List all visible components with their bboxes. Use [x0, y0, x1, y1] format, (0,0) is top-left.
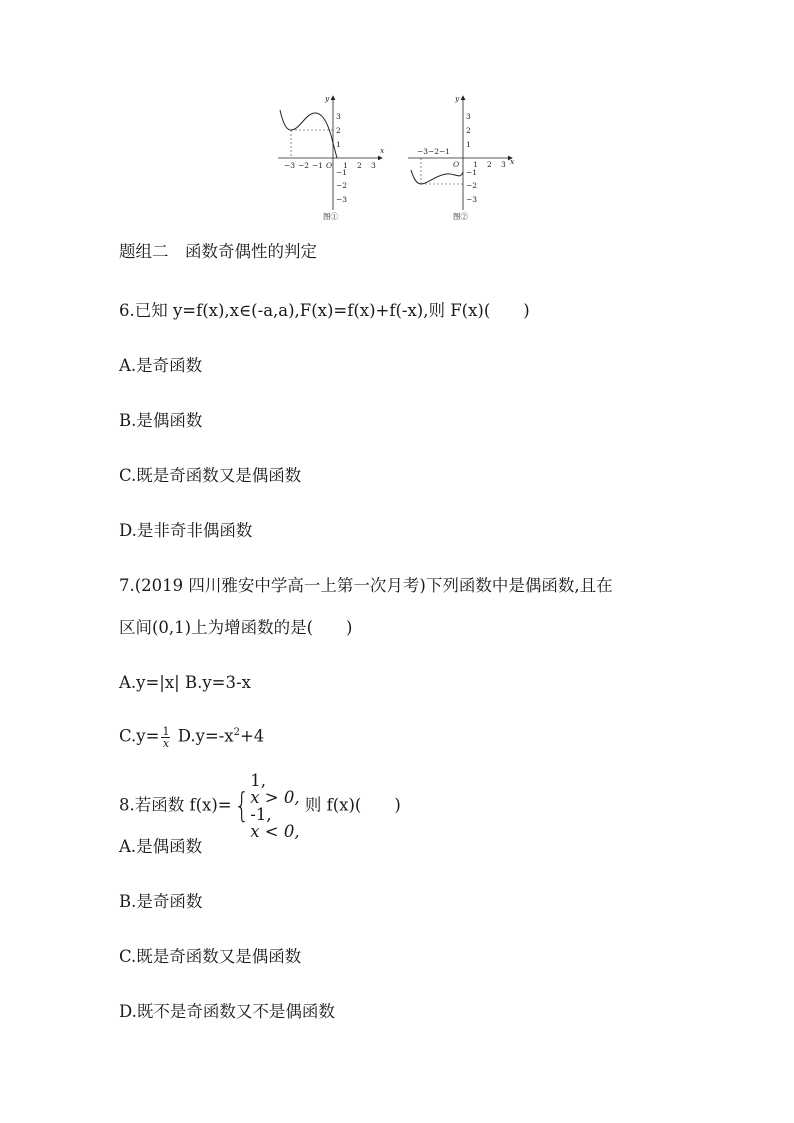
- q6-option-c: C.既是奇函数又是偶函数: [119, 466, 302, 485]
- fig2-x-label: x: [510, 157, 515, 166]
- fig2-xtick-neg3: −3: [417, 147, 429, 156]
- piecewise-case-2: [250, 806, 299, 840]
- q7-options-ab: A.y=|x| B.y=3-x: [119, 673, 251, 692]
- function-graphs: [270, 88, 530, 228]
- q7-option-d-text: D.y=-x: [177, 726, 234, 746]
- fig1-xtick-2: 2: [357, 161, 362, 170]
- q6-stem: 6.已知 y=f(x),x∈(-a,a),F(x)=f(x)+f(-x),则 F(x)( ): [119, 301, 530, 320]
- fig1-ytick-neg3: −3: [336, 195, 348, 204]
- fig1-y-label: y: [325, 94, 330, 103]
- fig2-curve: [411, 170, 463, 184]
- fig2-xtick-1: 1: [473, 160, 478, 169]
- q8-option-b: B.是奇函数: [119, 892, 203, 911]
- fig1-xtick-1: 1: [343, 161, 348, 170]
- fig1-xtick-3: 3: [371, 161, 376, 170]
- case-2-value: -1,: [250, 805, 272, 824]
- fig1-x-label: x: [380, 146, 385, 155]
- fig1-caption: 图①: [323, 212, 338, 221]
- piecewise-brace: {: [233, 786, 250, 826]
- section-title: 题组二 函数奇偶性的判定: [119, 242, 317, 261]
- fig2-xtick-3: 3: [501, 160, 506, 169]
- fig2-ytick-3: 3: [466, 112, 471, 121]
- piecewise-case-1: [250, 772, 299, 806]
- q7-stem-line1: 7.(2019 四川雅安中学高一上第一次月考)下列函数中是偶函数,且在: [119, 576, 613, 595]
- q8-stem-suffix: 则 f(x)( ): [304, 795, 401, 815]
- q7-option-c-fraction: [161, 726, 170, 749]
- q8-stem: [119, 772, 401, 840]
- fraction-denominator: x: [162, 736, 170, 750]
- fig2-y-label: y: [455, 94, 460, 103]
- q7-option-d-tail: +4: [239, 726, 265, 746]
- fig2-ytick-neg2: −2: [466, 181, 478, 190]
- fig1-xtick-neg2: −2: [298, 161, 310, 170]
- figure-1: [278, 94, 385, 221]
- fig2-xtick-neg2: −2: [428, 147, 440, 156]
- fig2-xtick-2: 2: [487, 160, 492, 169]
- q8-option-c: C.既是奇函数又是偶函数: [119, 947, 302, 966]
- fig1-ytick-2: 2: [336, 126, 341, 135]
- q7-options-cd: [119, 722, 264, 749]
- q6-option-d: D.是非奇非偶函数: [119, 521, 253, 540]
- case-1-condition: x > 0,: [250, 788, 300, 807]
- figure-2: [408, 94, 515, 221]
- fig2-xtick-neg1: −1: [439, 147, 451, 156]
- fig1-ytick-neg1: −1: [336, 168, 348, 177]
- fig1-ytick-1: 1: [336, 140, 341, 149]
- fig2-ytick-neg3: −3: [466, 195, 478, 204]
- q7-stem-line2: 区间(0,1)上为增函数的是( ): [119, 618, 353, 637]
- case-2-condition: x < 0,: [250, 822, 300, 841]
- q8-stem-prefix: 8.若函数 f(x)=: [119, 795, 232, 815]
- q8-option-a: A.是偶函数: [119, 837, 203, 856]
- fig2-caption: 图②: [453, 212, 468, 221]
- fig1-xtick-neg3: −3: [284, 161, 296, 170]
- piecewise-cases: [250, 772, 299, 840]
- figures-group: [270, 88, 530, 228]
- fraction-numerator: 1: [162, 724, 170, 738]
- fig2-origin: O: [453, 160, 460, 169]
- fig1-xtick-neg1: −1: [312, 161, 324, 170]
- q7-option-d-exponent: 2: [233, 727, 240, 738]
- q6-option-b: B.是偶函数: [119, 411, 203, 430]
- q8-option-d: D.既不是奇函数又不是偶函数: [119, 1002, 335, 1021]
- fig2-ytick-2: 2: [466, 126, 471, 135]
- case-1-value: 1,: [250, 771, 266, 790]
- q6-option-a: A.是奇函数: [119, 356, 203, 375]
- fig1-ytick-3: 3: [336, 112, 341, 121]
- fig1-ytick-neg2: −2: [336, 181, 348, 190]
- fig1-origin: O: [326, 161, 333, 170]
- fig2-ytick-1: 1: [466, 140, 471, 149]
- q7-option-c-prefix: C.y=: [119, 726, 160, 746]
- fig2-ytick-neg1: −1: [466, 168, 478, 177]
- fig1-curve: [280, 110, 337, 158]
